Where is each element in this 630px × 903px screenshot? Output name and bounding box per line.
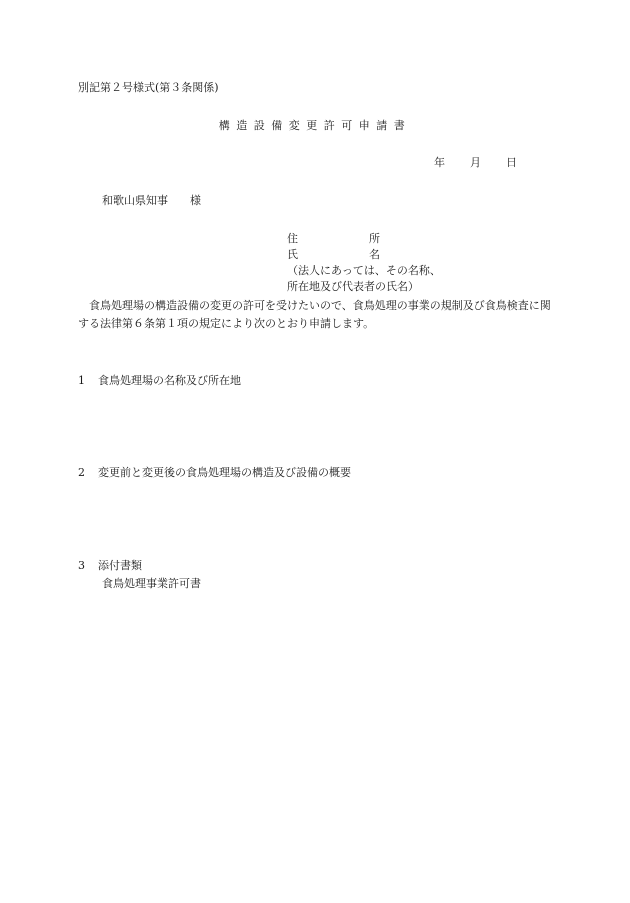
date-line: [434, 156, 517, 170]
applicant-note-line-2: 所在地及び代表者の氏名）: [287, 280, 419, 293]
name-label-part-1: 氏: [287, 248, 298, 261]
date-day-label: 日: [506, 156, 517, 169]
address-label: [287, 232, 441, 248]
section-2-label: 変更前と変更後の食鳥処理場の構造及び設備の概要: [98, 466, 351, 479]
document-title: 構造設備変更許可申請書: [218, 119, 412, 132]
section-2: [78, 466, 351, 480]
applicant-note-line-1: （法人にあっては、その名称、: [287, 264, 441, 277]
form-number: 別記第２号様式(第３条関係): [78, 81, 219, 94]
addressee-honorific: 様: [190, 194, 201, 207]
section-1-number: 1: [78, 374, 85, 387]
section-3-label: 添付書類: [98, 559, 142, 572]
addressee: [102, 194, 201, 208]
section-1-label: 食鳥処理場の名称及び所在地: [98, 374, 241, 387]
section-3: [78, 559, 142, 573]
address-label-part-1: 住: [287, 232, 298, 245]
name-label-part-2: 名: [369, 248, 380, 261]
section-3-number: 3: [78, 559, 85, 572]
body-text: 食鳥処理場の構造設備の変更の許可を受けたいので、食鳥処理の事業の規制及び食鳥検査に関する法律第６条第１項の規定により次のとおり申請します。: [78, 299, 551, 330]
addressee-name: 和歌山県知事: [102, 194, 168, 207]
date-month-label: 月: [470, 156, 481, 169]
address-label-part-2: 所: [369, 232, 380, 245]
attachment-item: 食鳥処理事業許可書: [102, 577, 201, 590]
applicant-block: [287, 232, 441, 296]
section-2-number: 2: [78, 466, 85, 479]
date-year-label: 年: [434, 156, 445, 169]
section-1: [78, 374, 241, 388]
name-label: [287, 248, 441, 264]
